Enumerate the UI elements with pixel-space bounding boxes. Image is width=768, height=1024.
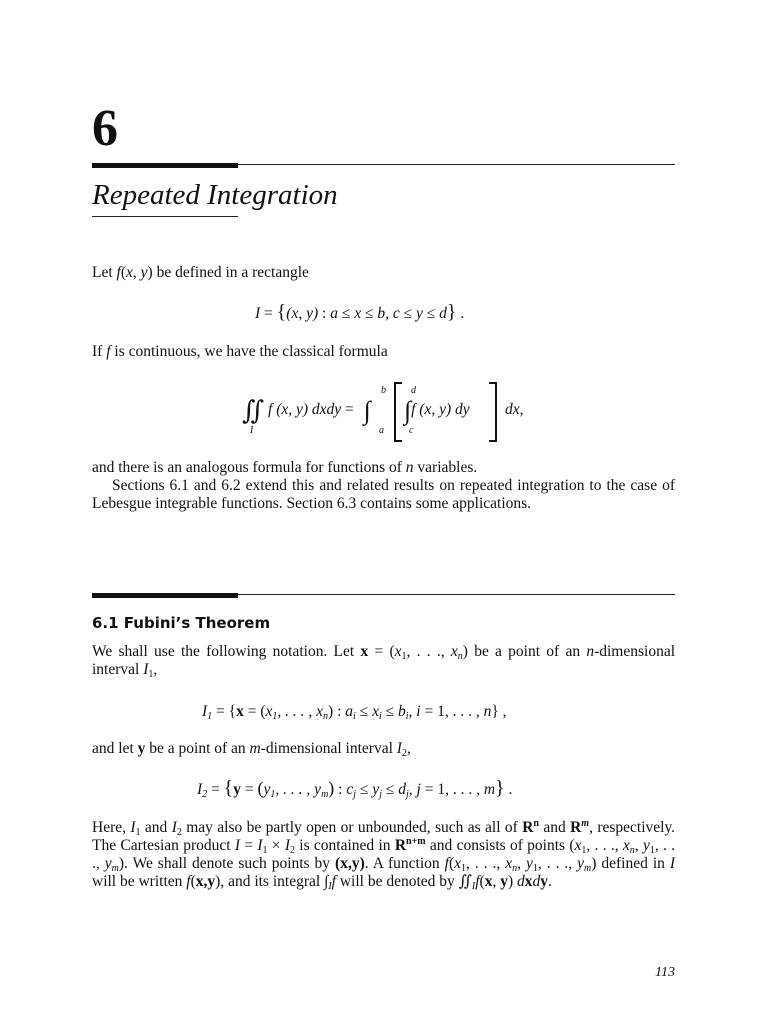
equation-dx: dx, <box>505 401 524 418</box>
intro-paragraph-3: and there is an analogous formula for functions of n variables. <box>92 459 478 476</box>
section-paragraph-3: Here, $I_1$ and $I_2$ may also be partly open or unbounded, such as all of $R^n$ and $R^m$, respectively. The Cartesian product $I = I_1 \times I_2$ is contained in $R^{n+m}$ and consists of points ($x_1$, . . ., $x_n$, $y_1$, . . ., $y_m$). We shall denote such points by (x,y). A function $f(x_1$, . . ., $x_n$, $y_1$, . . ., $y_m$) defined in I will be written f(x,y), and its integral $\int_If$ will be denoted by $∬_If(x$, y) dxdy. <box>92 818 676 892</box>
equation-I2: $I_2 = \{y = (y_1$, . . . , $y_m$) : $c_j \le y_j \le d_j$, j = 1, . . . , m} . <box>197 777 513 800</box>
equation-I1: $I_1 = \{x = (x_1$, . . . , $x_n$) : $a_i \le x_i \le b_i$, i = 1, . . . , n} , <box>202 703 507 722</box>
intro-text-1: be defined in a rectangle <box>156 264 309 281</box>
limit-b: b <box>381 385 386 396</box>
limit-a: a <box>379 425 384 436</box>
section-paragraph-1: We shall use the following notation. Let $x = (x_1$, . . ., $x_n$) be a point of an n-dimensional interval $I_1$, <box>92 643 676 680</box>
integral-subscript-I: I <box>250 425 254 436</box>
equation-inner-integral: ∫f (x, y) dy <box>404 396 470 425</box>
chapter-number: 6 <box>92 100 118 157</box>
equation-rectangle: I = {(x, y) : a ≤ x ≤ b, c ≤ y ≤ d} . <box>255 301 465 323</box>
page <box>92 0 675 1024</box>
intro-text-2: is continuous, we have the classical formula <box>110 343 388 360</box>
section-title: 6.1 Fubini’s Theorem <box>92 614 271 632</box>
chapter-title-underline <box>92 216 238 217</box>
right-bracket <box>489 382 497 442</box>
chapter-title: Repeated Integration <box>92 179 338 211</box>
chapter-rule-accent <box>92 163 238 168</box>
limit-c: c <box>409 425 414 436</box>
section-rule-accent <box>92 593 238 598</box>
intro-paragraph-1: Let f(x, y) be defined in a rectangle <box>92 264 309 281</box>
intro-paragraph-4: Sections 6.1 and 6.2 extend this and related results on repeated integration to the case of Lebesgue integrable functions. Section 6.3 contains some applications. <box>92 477 675 512</box>
page-number: 113 <box>655 965 675 980</box>
left-bracket <box>394 382 402 442</box>
equation-double-integral: ∬ f (x, y) dxdy = ∫ <box>242 396 371 425</box>
section-paragraph-2: and let y be a point of an m-dimensional interval $I_2$, <box>92 740 411 759</box>
limit-d: d <box>411 385 416 396</box>
intro-paragraph-2: If f is continuous, we have the classical formula <box>92 343 388 360</box>
